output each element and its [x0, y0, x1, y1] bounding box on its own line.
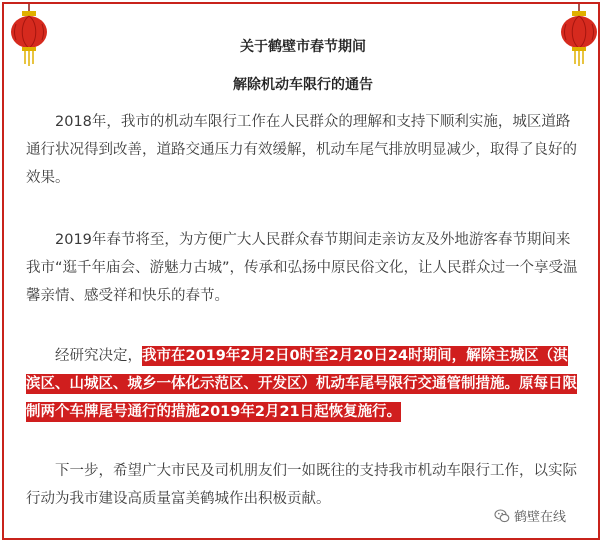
paragraph-intro: 2018年，我市的机动车限行工作在人民群众的理解和支持下顺利实施，城区道路通行状况得到改善，道路交通压力有效缓解，机动车尾气排放明显减少，取得了良好的效果。: [26, 114, 577, 186]
source-watermark: [494, 506, 566, 525]
notice-title-line1: 关于鹤壁市春节期间: [240, 39, 366, 55]
decision-lead: 经研究决定，: [55, 348, 142, 364]
paragraph-decision: [26, 342, 582, 426]
watermark-text: 鹤壁在线: [514, 510, 567, 525]
decision-highlight: 我市在2019年2月2日0时至2月20日24时期间，解除主城区（淇滨区、山城区、城乡一体化示范区、开发区）机动车尾号限行交通管制措施。原每日限制两个车牌尾号通行的措施2019年2月21日起恢复施行。: [26, 348, 577, 420]
paragraph-spring-festival: 2019年春节将至，为方便广大人民群众春节期间走亲访友及外地游客春节期间来我市“逛千年庙会、游魅力古城”，传承和弘扬中原民俗文化，让人民群众过一个享受温馨亲情、感受祥和快乐的春节。: [26, 232, 578, 304]
wechat-icon: [494, 508, 510, 524]
paragraph-next-step: 下一步，希望广大市民及司机朋友们一如既往的支持我市机动车限行工作，以实际行动为我市建设高质量富美鹤城作出积极贡献。: [26, 463, 577, 507]
notice-title-line2: 解除机动车限行的通告: [233, 77, 373, 93]
